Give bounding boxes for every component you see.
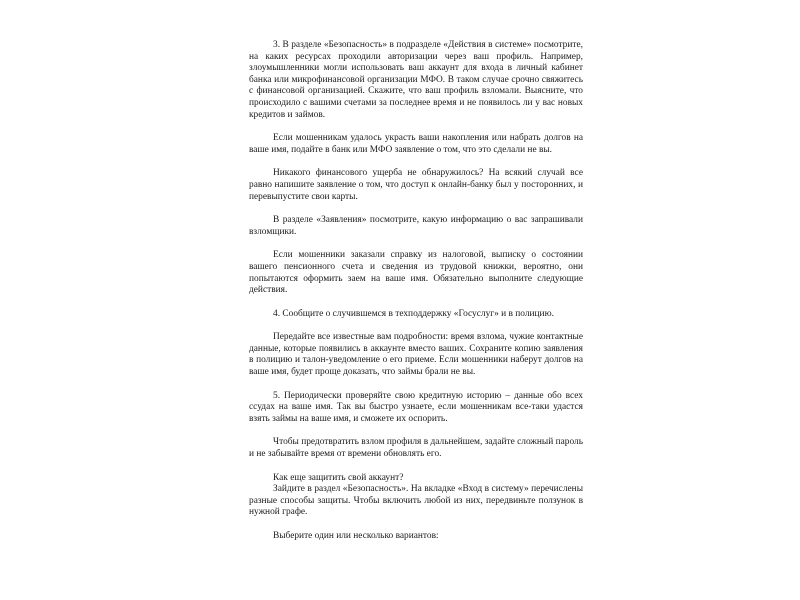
paragraph-applications-section: В разделе «Заявления» посмотрите, какую информацию о вас запрашивали взломщики.: [249, 215, 583, 237]
paragraph-section-3: 3. В разделе «Безопасность» в подразделе «Действия в системе» посмотрите, на каких ресурсах проходили авторизации через ваш профиль. Например, злоумышленники могли использовать ваш аккаунт для входа в личный кабинет банка или микрофинансовой организации МФО. В таком случае срочно свяжитесь с финансовой организацией. Скажите, что ваш профиль взломали. Выясните, что происходило с вашими счетами за последнее время и не появилось ли у вас новых кредитов и займов.: [249, 40, 583, 120]
paragraph-tax-certificate: Если мошенники заказали справку из налоговой, выписку о состоянии вашего пенсионного счета и сведения из трудовой книжки, вероятно, они попытаются оформить заем на ваше имя. Обязательно выполните следующие действия.: [249, 250, 583, 296]
paragraph-no-damage: Никакого финансового ущерба не обнаружилось? На всякий случай все равно напишите заявление о том, что доступ к онлайн-банку был у посторонних, и перевыпустите свои карты.: [249, 168, 583, 202]
paragraph-section-4: 4. Сообщите о случившемся в техподдержку «Госуслуг» и в полицию.: [273, 308, 554, 319]
paragraph-security-section: Зайдите в раздел «Безопасность». На вкладке «Вход в систему» перечислены разные способы защиты. Чтобы включить любой из них, передвиньте ползунок в нужной графе.: [249, 484, 583, 518]
paragraph-stolen-savings: Если мошенникам удалось украсть ваши накопления или набрать долгов на ваше имя, подайте в банк или МФО заявление о том, что это сделали не вы.: [249, 133, 583, 155]
paragraph-choose-options: Выберите один или несколько вариантов:: [273, 531, 439, 541]
paragraph-section-5: 5. Периодически проверяйте свою кредитную историю – данные обо всех ссудах на ваше имя. Так вы быстро узнаете, если мошенникам все-таки удастся взять займы на ваше имя, и сможете их оспорить.: [249, 390, 583, 424]
paragraph-prevent-hack: Чтобы предотвратить взлом профиля в дальнейшем, задайте сложный пароль и не забывайте время от времени обновлять его.: [249, 437, 583, 460]
paragraph-details: Передайте все известные вам подробности: время взлома, чужие контактные данные, которые появились в аккаунте вместо ваших. Сохраните копию заявления в полицию и талон-уведомление о его приеме. Если мошенники наберут долгов на ваше имя, будет проще доказать, что займы брали не вы.: [249, 332, 583, 378]
paragraph-protect-question: Как еще защитить свой аккаунт?: [273, 472, 404, 483]
document-body: [249, 40, 583, 555]
